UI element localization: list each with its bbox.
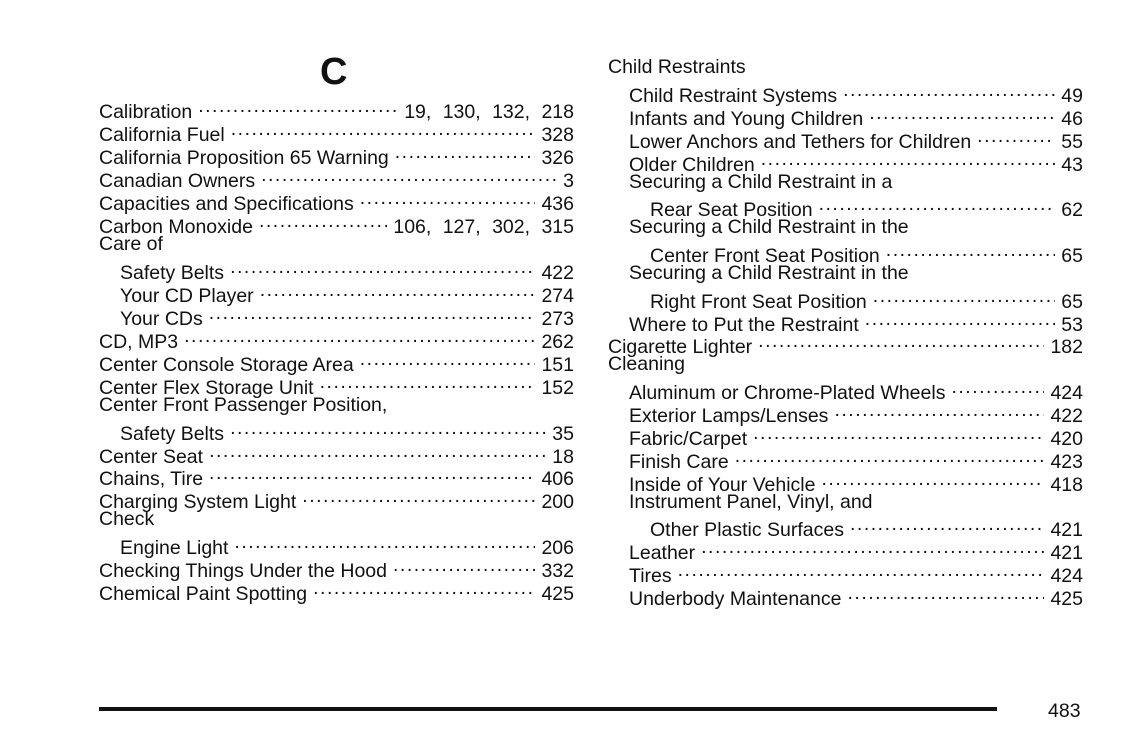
entry-label: Engine Light	[120, 537, 229, 559]
entry-pages: 273	[541, 308, 574, 330]
index-entry	[120, 256, 574, 284]
dot-leader	[873, 285, 1056, 308]
index-entry	[629, 422, 1083, 450]
entry-label: Tires	[629, 565, 672, 587]
entry-pages: 420	[1050, 428, 1083, 450]
dot-leader	[869, 102, 1055, 125]
index-entry	[120, 531, 574, 559]
section-letter: C	[320, 51, 348, 93]
entry-label: Child Restraints	[608, 56, 746, 78]
dot-leader	[761, 148, 1056, 171]
index-entry	[650, 285, 1083, 313]
dot-leader	[819, 193, 1056, 216]
entry-pages: 423	[1050, 451, 1083, 473]
dot-leader	[209, 302, 536, 325]
entry-label: Charging System Light	[99, 491, 297, 513]
index-entry	[629, 125, 1083, 153]
dot-leader	[234, 531, 535, 554]
footer-rule	[99, 707, 997, 711]
entry-label: Where to Put the Restraint	[629, 314, 859, 336]
index-entry	[99, 325, 574, 353]
entry-label: Securing a Child Restraint in a	[629, 171, 893, 193]
dot-leader	[260, 279, 536, 302]
entry-label: Safety Belts	[120, 262, 225, 284]
index-heading	[608, 353, 1083, 376]
dot-leader	[678, 559, 1045, 582]
dot-leader	[850, 513, 1044, 536]
index-heading	[629, 491, 1083, 514]
entry-label: Center Seat	[99, 446, 204, 468]
entry-label: Instrument Panel, Vinyl, and	[629, 491, 873, 513]
entry-pages: 326	[541, 147, 574, 169]
index-entry	[99, 164, 574, 192]
entry-pages: 424	[1050, 382, 1083, 404]
entry-label: Right Front Seat Position	[650, 291, 867, 313]
index-entry	[99, 462, 574, 490]
index-entry	[120, 302, 574, 330]
entry-pages: 425	[1050, 588, 1083, 610]
entry-pages: 43	[1061, 154, 1083, 176]
entry-pages: 3	[563, 170, 574, 192]
index-heading	[629, 262, 1083, 285]
dot-leader	[865, 308, 1056, 331]
entry-label: Rear Seat Position	[650, 199, 813, 221]
entry-label: Child Restraint Systems	[629, 85, 838, 107]
index-entry	[99, 95, 574, 123]
dot-leader	[198, 95, 398, 118]
dot-leader	[701, 536, 1044, 559]
entry-pages: 62	[1061, 199, 1083, 221]
entry-label: Securing a Child Restraint in the	[629, 262, 909, 284]
entry-label: Cigarette Lighter	[608, 336, 753, 358]
index-entry	[629, 445, 1083, 473]
entry-pages: 406	[541, 468, 574, 490]
entry-label: Chemical Paint Spotting	[99, 583, 308, 605]
index-entry	[629, 536, 1083, 564]
index-entry	[608, 330, 1083, 358]
entry-label: Leather	[629, 542, 696, 564]
dot-leader	[313, 577, 535, 600]
index-entry	[99, 577, 574, 605]
dot-leader	[231, 118, 536, 141]
index-entry	[629, 308, 1083, 336]
dot-leader	[843, 79, 1055, 102]
entry-pages: 422	[1050, 405, 1083, 427]
entry-label: Other Plastic Surfaces	[650, 519, 844, 541]
entry-pages: 436	[541, 193, 574, 215]
entry-pages: 422	[541, 262, 574, 284]
entry-pages: 151	[541, 354, 574, 376]
entry-pages: 46	[1061, 108, 1083, 130]
index-entry	[650, 513, 1083, 541]
index-entry	[629, 376, 1083, 404]
entry-label: Canadian Owners	[99, 170, 256, 192]
entry-label: Cleaning	[608, 353, 685, 375]
entry-label: Aluminum or Chrome-Plated Wheels	[629, 382, 946, 404]
index-heading	[99, 508, 574, 531]
dot-leader	[753, 422, 1044, 445]
entry-pages: 35	[552, 423, 574, 445]
entry-pages: 206	[541, 537, 574, 559]
dot-leader	[302, 485, 535, 508]
entry-pages: 49	[1061, 85, 1083, 107]
entry-label: Calibration	[99, 101, 193, 123]
entry-label: Exterior Lamps/Lenses	[629, 405, 829, 427]
entry-label: Center Front Passenger Position,	[99, 394, 388, 416]
entry-pages: 328	[541, 124, 574, 146]
entry-pages: 152	[541, 377, 574, 399]
entry-label: Center Console Storage Area	[99, 354, 354, 376]
dot-leader	[209, 440, 546, 463]
index-heading	[99, 394, 574, 417]
dot-leader	[320, 371, 536, 394]
entry-pages: 55	[1061, 131, 1083, 153]
index-entry	[629, 559, 1083, 587]
entry-label: Check	[99, 508, 155, 530]
dot-leader	[230, 256, 535, 279]
index-entry	[99, 187, 574, 215]
dot-leader	[360, 348, 536, 371]
entry-pages: 418	[1050, 474, 1083, 496]
entry-pages: 332	[541, 560, 574, 582]
entry-pages: 274	[541, 285, 574, 307]
index-entry	[629, 468, 1083, 496]
entry-pages: 18	[552, 446, 574, 468]
entry-label: Your CD Player	[120, 285, 254, 307]
dot-leader	[259, 210, 387, 233]
dot-leader	[951, 376, 1044, 399]
dot-leader	[847, 582, 1044, 605]
entry-pages: 65	[1061, 291, 1083, 313]
entry-label: Checking Things Under the Hood	[99, 560, 387, 582]
index-entry	[629, 399, 1083, 427]
index-entry	[120, 417, 574, 445]
dot-leader	[758, 330, 1044, 353]
entry-label: Inside of Your Vehicle	[629, 474, 816, 496]
entry-label: Carbon Monoxide	[99, 216, 253, 238]
entry-pages: 421	[1050, 542, 1083, 564]
dot-leader	[735, 445, 1045, 468]
entry-label: Infants and Young Children	[629, 108, 864, 130]
entry-label: Capacities and Specifications	[99, 193, 354, 215]
entry-label: California Proposition 65 Warning	[99, 147, 389, 169]
entry-label: Finish Care	[629, 451, 729, 473]
entry-pages: 65	[1061, 245, 1083, 267]
entry-pages: 425	[541, 583, 574, 605]
index-entry	[629, 582, 1083, 610]
index-heading	[99, 233, 574, 256]
entry-label: CD, MP3	[99, 331, 179, 353]
index-entry	[629, 79, 1083, 107]
entry-pages: 106, 127, 302, 315	[393, 216, 574, 238]
entry-pages: 182	[1050, 336, 1083, 358]
entry-pages: 424	[1050, 565, 1083, 587]
entry-pages: 262	[541, 331, 574, 353]
index-entry	[629, 102, 1083, 130]
index-entry	[120, 279, 574, 307]
index-entry	[99, 440, 574, 468]
page-number: 483	[1048, 700, 1081, 722]
index-entry	[99, 210, 574, 238]
entry-pages: 421	[1050, 519, 1083, 541]
dot-leader	[209, 462, 535, 485]
index-entry	[99, 141, 574, 169]
dot-leader	[977, 125, 1055, 148]
entry-label: Center Flex Storage Unit	[99, 377, 314, 399]
index-entry	[650, 193, 1083, 221]
dot-leader	[886, 239, 1056, 262]
index-entry	[99, 554, 574, 582]
index-entry	[99, 371, 574, 399]
dot-leader	[834, 399, 1044, 422]
index-entry	[99, 485, 574, 513]
entry-label: California Fuel	[99, 124, 225, 146]
dot-leader	[184, 325, 535, 348]
entry-label: Fabric/Carpet	[629, 428, 748, 450]
index-entry	[629, 148, 1083, 176]
index-heading	[629, 171, 1083, 194]
entry-label: Securing a Child Restraint in the	[629, 216, 909, 238]
dot-leader	[360, 187, 536, 210]
entry-label: Lower Anchors and Tethers for Children	[629, 131, 972, 153]
index-heading	[608, 56, 1083, 79]
entry-pages: 19, 130, 132, 218	[404, 101, 574, 123]
index-heading	[629, 216, 1083, 239]
entry-label: Safety Belts	[120, 423, 225, 445]
entry-label: Chains, Tire	[99, 468, 204, 490]
entry-label: Center Front Seat Position	[650, 245, 880, 267]
dot-leader	[393, 554, 535, 577]
dot-leader	[395, 141, 536, 164]
dot-leader	[261, 164, 557, 187]
index-entry	[99, 118, 574, 146]
index-entry	[650, 239, 1083, 267]
entry-label: Underbody Maintenance	[629, 588, 842, 610]
entry-pages: 53	[1061, 314, 1083, 336]
entry-label: Older Children	[629, 154, 755, 176]
dot-leader	[821, 468, 1044, 491]
entry-pages: 200	[541, 491, 574, 513]
entry-label: Care of	[99, 233, 163, 255]
dot-leader	[230, 417, 546, 440]
entry-label: Your CDs	[120, 308, 203, 330]
index-entry	[99, 348, 574, 376]
